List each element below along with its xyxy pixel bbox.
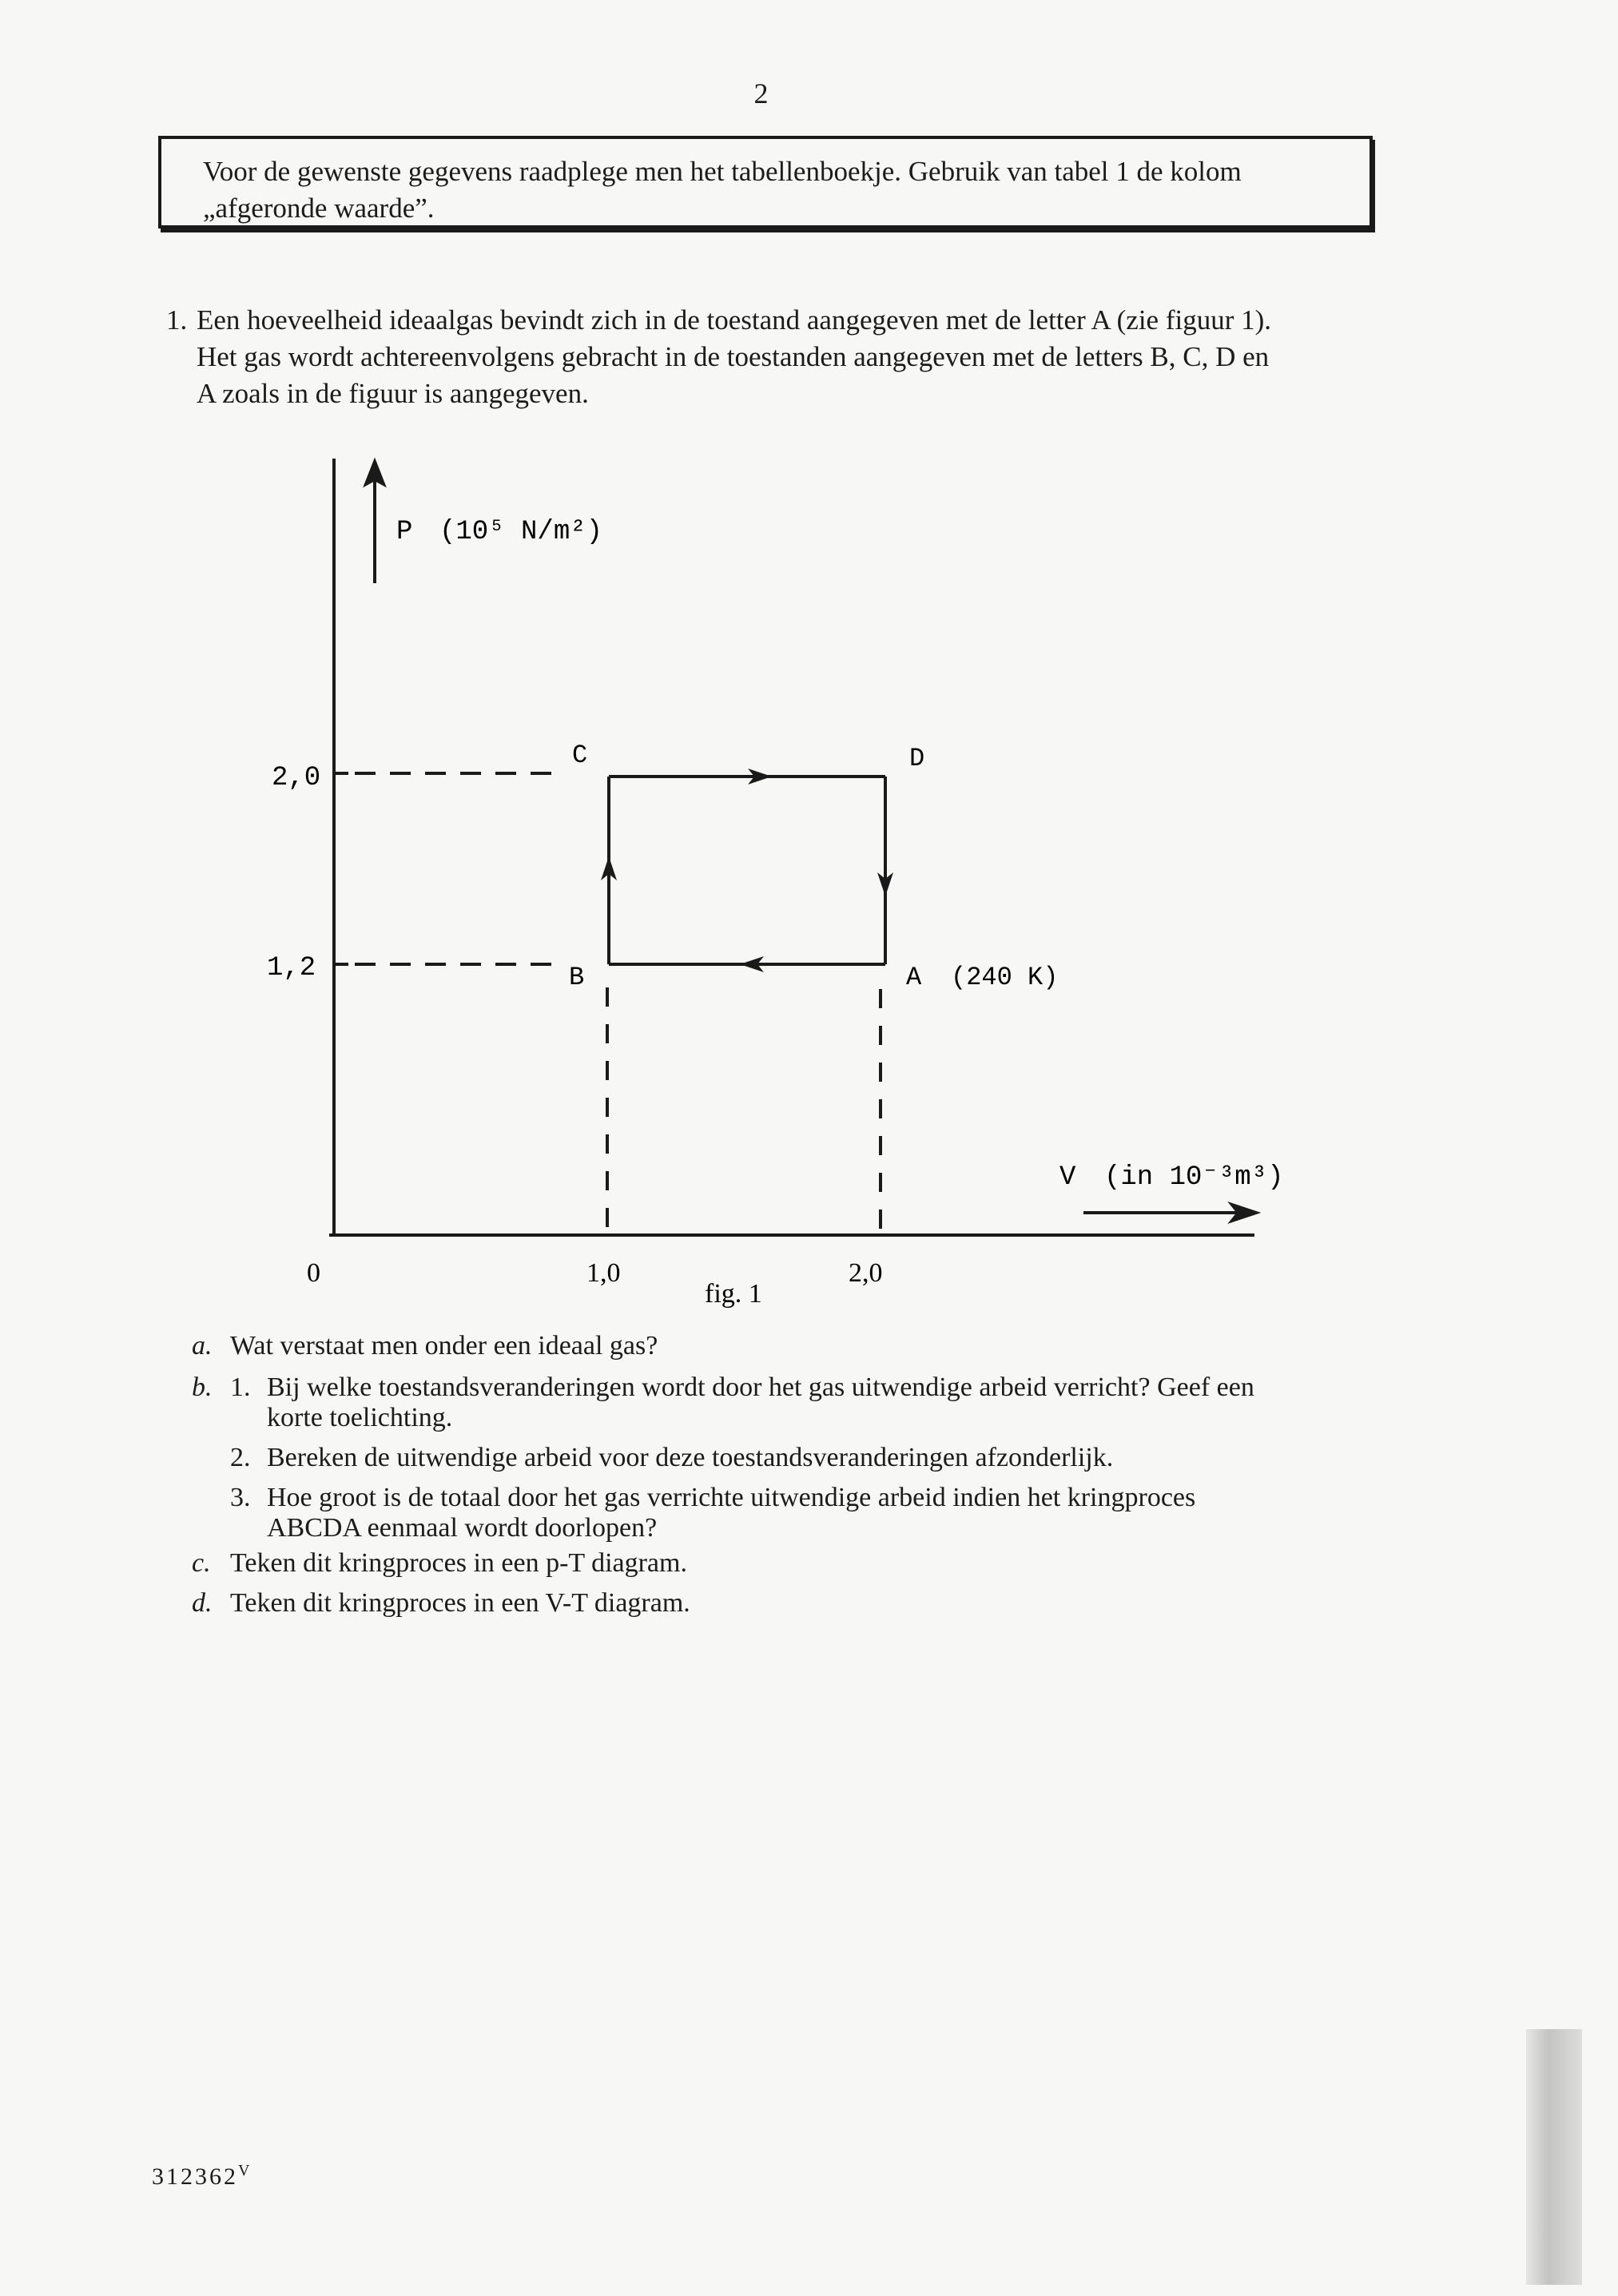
point-d-label: D [909,744,925,773]
figure-caption: fig. 1 [705,1279,762,1309]
instruction-text: Voor de gewenste gegevens raadplege men het tabellenboekje. Gebruik van tabel 1 de kolom „afgeronde waarde”. [203,156,1242,224]
x-tick-label: 2,0 [849,1258,883,1288]
document-code-suffix: V [238,2162,252,2179]
subquestion-label: d. [192,1588,213,1618]
x-tick-label: 1,0 [586,1258,621,1288]
document-code-number: 312362 [152,2163,238,2190]
point-c-label: C [572,741,588,770]
subquestion-text: Wat verstaat men onder een ideaal gas? [230,1331,658,1361]
subquestion-b2 [230,1443,1113,1473]
intro-line: A zoals in de figuur is aangegeven. [197,378,589,409]
subquestion-number: 3. [230,1483,251,1512]
subquestion-text: Hoe groot is de totaal door het gas verrichte uitwendige arbeid indien het kringproces [267,1483,1196,1512]
subquestion-label: a. [192,1331,213,1361]
page-number: 2 [753,77,769,109]
x-axis-unit: (in 10⁻³m³) [1104,1162,1284,1193]
subquestion-b3 [230,1483,1195,1543]
subquestion-a [192,1331,658,1361]
subquestion-d [192,1588,690,1619]
y-tick-label: 1,2 [267,953,316,983]
point-a-temperature: (240 K) [951,963,1059,992]
question-number: 1. [166,304,188,336]
intro-line: Het gas wordt achtereenvolgens gebracht in de toestanden aangegeven met de letters B, C, D en [197,341,1270,372]
p-axis-arrow-head [366,462,384,484]
subquestion-c [192,1548,687,1579]
x-axis-label: V [1059,1162,1076,1193]
subquestion-number: 2. [230,1443,251,1472]
subquestion-text: Bij welke toestandsveranderingen wordt door het gas uitwendige arbeid verricht? Geef een [267,1372,1254,1402]
subquestion-text: Teken dit kringproces in een V-T diagram. [230,1588,690,1618]
document-code [152,2162,252,2191]
subquestion-label: c. [192,1548,211,1578]
point-a-label: A [906,963,922,992]
subquestion-text: ABCDA eenmaal wordt doorlopen? [267,1513,658,1543]
point-b-label: B [569,963,585,992]
intro-line: Een hoeveelheid ideaalgas bevindt zich in de toestand aangegeven met de letter A (zie figuur 1). [197,304,1272,336]
subquestion-b1 [192,1372,1254,1433]
y-axis-label: P [396,517,413,547]
subquestion-number: 1. [230,1372,251,1402]
scan-edge-artifact [1526,2029,1582,2285]
y-axis-unit: (10⁵ N/m²) [439,517,603,547]
y-tick-label: 2,0 [272,763,321,793]
subquestion-label: b. [192,1372,213,1402]
subquestion-text: Bereken de uitwendige arbeid voor deze toestandsveranderingen afzonderlijk. [267,1443,1114,1472]
subquestion-text: Teken dit kringproces in een p-T diagram. [230,1548,687,1578]
x-tick-label: 0 [307,1258,320,1288]
subquestion-text: korte toelichting. [267,1403,453,1432]
